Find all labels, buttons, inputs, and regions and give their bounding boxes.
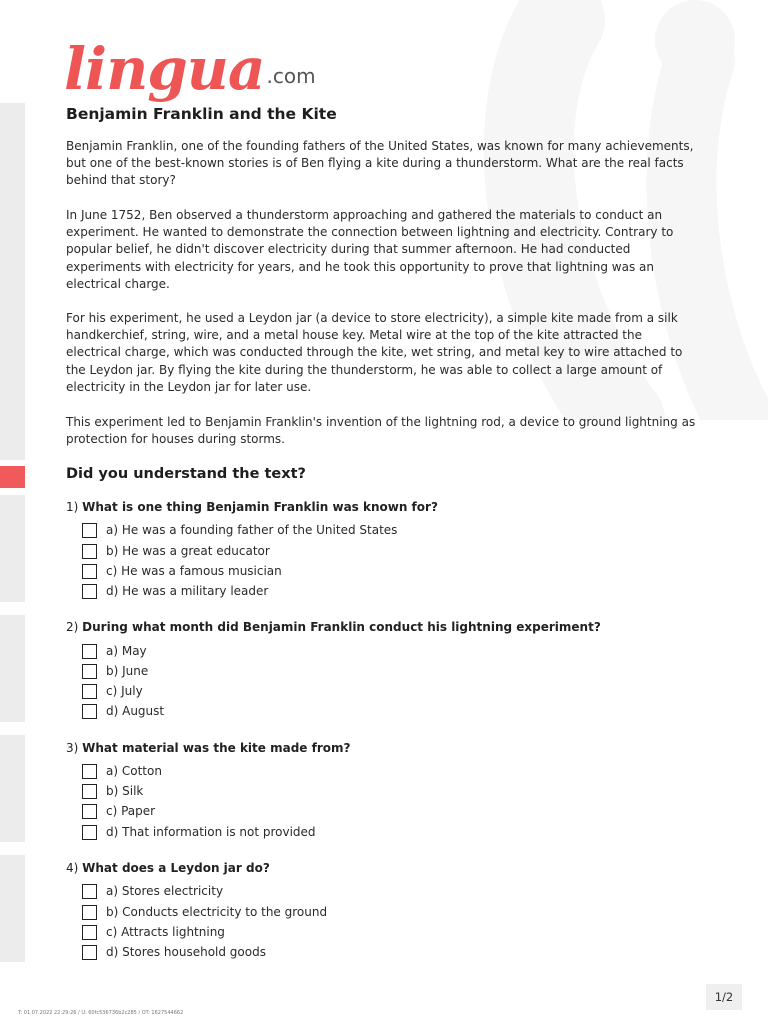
option-label: b) He was a great educator [106, 544, 270, 558]
side-tab [0, 615, 25, 722]
logo-wordmark: lingua [64, 35, 265, 103]
page-title: Benjamin Franklin and the Kite [66, 105, 337, 123]
empty-checkbox-icon[interactable] [82, 704, 97, 719]
answer-option[interactable] [82, 682, 143, 700]
paragraph: Benjamin Franklin, one of the founding fathers of the United States, was known for many achievements, but one of the best-known stories is of Ben flying a kite during a thunderstorm. What are the real facts behind that story? [66, 139, 694, 188]
empty-checkbox-icon[interactable] [82, 764, 97, 779]
option-label: d) He was a military leader [106, 584, 269, 598]
answer-option[interactable] [82, 882, 223, 900]
question [66, 740, 350, 756]
side-tab [0, 103, 25, 460]
empty-checkbox-icon[interactable] [82, 905, 97, 920]
empty-checkbox-icon[interactable] [82, 664, 97, 679]
side-tab-active [0, 466, 25, 488]
answer-option[interactable] [82, 582, 268, 600]
paragraph: In June 1752, Ben observed a thunderstorm approaching and gathered the materials to conduct an experiment. He wanted to demonstrate the connection between lightning and electricity. Contrary to popular belief, he didn't discover electricity during that summer afternoon. He had conducted experiments with electricity for years, and he took this opportunity to prove that lightning was an electrical charge. [66, 208, 674, 291]
option-label: d) August [106, 704, 165, 718]
answer-option[interactable] [82, 662, 148, 680]
answer-option[interactable] [82, 802, 155, 820]
paragraph: This experiment led to Benjamin Franklin's invention of the lightning rod, a device to ground lightning as protection for houses during storms. [66, 415, 696, 447]
option-label: d) That information is not provided [106, 825, 316, 839]
answer-option[interactable] [82, 642, 147, 660]
option-label: d) Stores household goods [106, 945, 266, 959]
option-label: b) Conducts electricity to the ground [106, 905, 328, 919]
question-number: 1) [66, 500, 79, 514]
answer-option[interactable] [82, 903, 327, 921]
empty-checkbox-icon[interactable] [82, 644, 97, 659]
side-tab [0, 495, 25, 602]
empty-checkbox-icon[interactable] [82, 945, 97, 960]
question-text: What is one thing Benjamin Franklin was known for? [82, 500, 438, 514]
empty-checkbox-icon[interactable] [82, 825, 97, 840]
section-heading: Did you understand the text? [66, 466, 306, 482]
empty-checkbox-icon[interactable] [82, 523, 97, 538]
question-number: 4) [66, 861, 79, 875]
logo-domain: .com [266, 64, 316, 88]
paragraph: For his experiment, he used a Leydon jar (a device to store electricity), a simple kite made from a silk handkerchief, string, wire, and a metal house key. Metal wire at the top of the kite attracted the electrical charge, which was conducted through the kite, wet string, and metal key to wire attached to the Leydon jar. By flying the kite during the thunderstorm, he was able to collect a large amount of electricity in the Leydon jar for later use. [66, 311, 683, 394]
answer-option[interactable] [82, 762, 162, 780]
question-text: What material was the kite made from? [82, 741, 351, 755]
option-label: a) Stores electricity [106, 884, 224, 898]
option-label: b) Silk [106, 784, 144, 798]
question-number: 2) [66, 620, 79, 634]
answer-option[interactable] [82, 521, 397, 539]
answer-option[interactable] [82, 823, 316, 841]
option-label: c) Attracts lightning [106, 925, 225, 939]
empty-checkbox-icon[interactable] [82, 884, 97, 899]
option-label: a) May [106, 644, 147, 658]
answer-option[interactable] [82, 702, 164, 720]
question [66, 860, 270, 876]
option-label: a) He was a founding father of the United States [106, 523, 398, 537]
footer-metadata: T: 01.07.2022 22:29:26 / U: 60fc536736b2c285 / OT: 1627544662 [18, 1010, 184, 1016]
question-number: 3) [66, 741, 79, 755]
empty-checkbox-icon[interactable] [82, 564, 97, 579]
answer-option[interactable] [82, 562, 282, 580]
side-tab [0, 855, 25, 962]
brand-logo[interactable] [64, 18, 316, 103]
answer-option[interactable] [82, 782, 143, 800]
page-indicator: 1/2 [706, 984, 742, 1010]
empty-checkbox-icon[interactable] [82, 804, 97, 819]
empty-checkbox-icon[interactable] [82, 544, 97, 559]
empty-checkbox-icon[interactable] [82, 925, 97, 940]
question-text: What does a Leydon jar do? [82, 861, 270, 875]
question [66, 499, 438, 515]
question-text: During what month did Benjamin Franklin conduct his lightning experiment? [82, 620, 601, 634]
answer-option[interactable] [82, 542, 270, 560]
option-label: c) He was a famous musician [106, 564, 282, 578]
empty-checkbox-icon[interactable] [82, 684, 97, 699]
option-label: c) July [106, 684, 143, 698]
empty-checkbox-icon[interactable] [82, 784, 97, 799]
option-label: c) Paper [106, 804, 156, 818]
option-label: b) June [106, 664, 149, 678]
question [66, 619, 601, 635]
option-label: a) Cotton [106, 764, 162, 778]
side-tab [0, 735, 25, 842]
answer-option[interactable] [82, 943, 266, 961]
empty-checkbox-icon[interactable] [82, 584, 97, 599]
answer-option[interactable] [82, 923, 225, 941]
